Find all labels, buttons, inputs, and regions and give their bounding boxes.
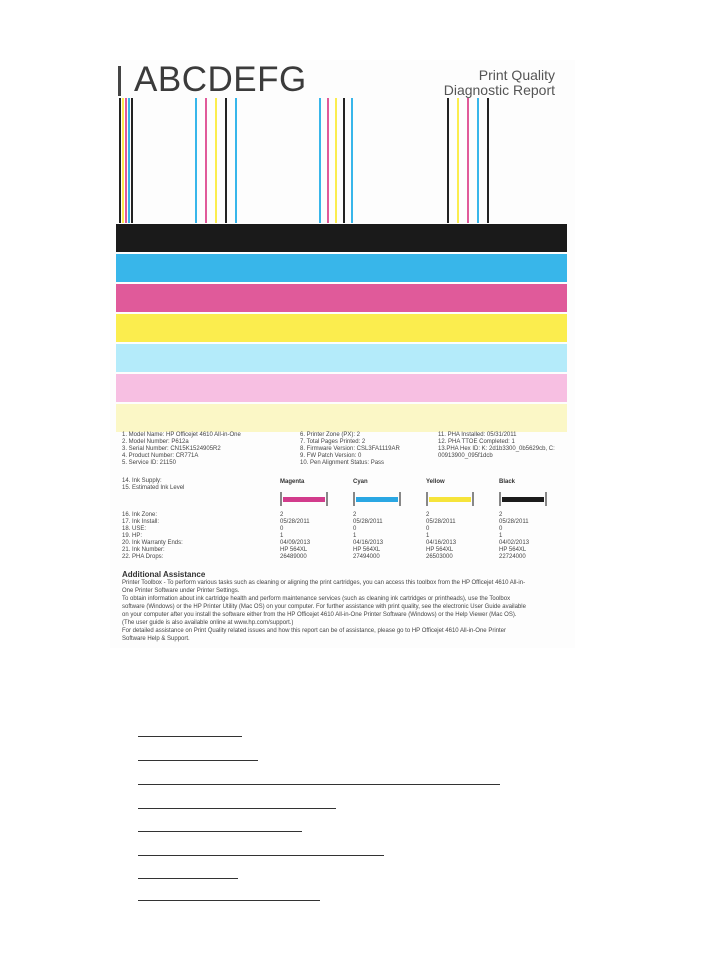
ink-value: 26489000: [280, 554, 307, 560]
ink-value: 0: [426, 526, 430, 532]
underline-rule: [138, 808, 336, 809]
ink-value: 22724000: [499, 554, 526, 560]
ink-value: 05/28/2011: [353, 519, 383, 525]
ink-value: 05/28/2011: [280, 519, 310, 525]
info-serial-number: 3. Serial Number: CN15K1524905R2: [122, 446, 221, 452]
ink-value: 2: [426, 512, 430, 518]
info-printer-zone: 6. Printer Zone (PX): 2: [300, 432, 361, 438]
ink-value: 2: [280, 512, 284, 518]
info-fw-patch: 9. FW Patch Version: 0: [300, 453, 362, 459]
assistance-line: To obtain information about ink cartridge health and perform maintenance services (such as cleaning ink cartridges or printheads), use the Toolbox: [122, 596, 511, 602]
ink-row-label: 18. USE:: [122, 526, 147, 532]
report-title-line-2: Diagnostic Report: [443, 82, 555, 98]
assistance-line: Printer Toolbox - To perform various tasks such as cleaning or aligning the print cartridges, you can access this toolbox from the HP Officejet 4610 All-in-: [122, 580, 526, 586]
ink-value: 27494000: [353, 554, 380, 560]
underline-rule: [138, 736, 242, 737]
ink-value: HP 564XL: [426, 547, 454, 553]
ink-row-label: 20. Ink Warranty Ends:: [122, 540, 183, 546]
info-column-2: [300, 432, 400, 467]
ink-level-label: 15. Estimated Ink Level: [122, 485, 185, 491]
assistance-line: on your computer after you install the software either from the HP Officejet 4610 All-in-One Printer Software (Windows) or the Help Viewer (Mac OS).: [122, 612, 517, 618]
ink-level-cyan: [353, 492, 401, 506]
ink-value: 04/16/2013: [426, 540, 457, 546]
ink-value: HP 564XL: [353, 547, 381, 553]
report-title-line-1: Print Quality: [478, 67, 555, 83]
info-service-id: 5. Service ID: 21150: [122, 460, 176, 466]
print-quality-report: [110, 60, 575, 648]
ink-values-yellow: [426, 512, 456, 561]
info-total-pages: 7. Total Pages Printed: 2: [300, 439, 366, 445]
band-black: [116, 224, 567, 252]
info-model-number: 2. Model Number: P612a: [122, 439, 189, 445]
assistance-title: Additional Assistance: [122, 570, 206, 579]
color-bands: [116, 224, 567, 434]
ink-value: 1: [280, 533, 284, 539]
underline-rule: [138, 760, 258, 761]
ink-value: 1: [499, 533, 503, 539]
ink-value: 0: [499, 526, 503, 532]
info-pha-installed: 11. PHA Installed: 05/31/2011: [438, 432, 517, 438]
assistance-text: [122, 579, 572, 643]
assistance-line: One Printer Software under Printer Settings.: [122, 588, 240, 594]
ink-name-cyan: Cyan: [353, 479, 368, 485]
ink-value: 04/02/2013: [499, 540, 530, 546]
band-magenta: [116, 284, 567, 312]
ink-values-cyan: [353, 512, 383, 561]
info-product-number: 4. Product Number: CR771A: [122, 453, 199, 459]
ink-name-yellow: Yellow: [426, 479, 445, 485]
ink-supply-labels: [122, 478, 184, 492]
ink-value: HP 564XL: [499, 547, 527, 553]
ink-value: 0: [353, 526, 357, 532]
ink-name-magenta: Magenta: [280, 479, 305, 485]
info-firmware-version: 8. Firmware Version: CSL3FA1119AR: [300, 446, 400, 452]
ink-value: 1: [426, 533, 430, 539]
ink-values-magenta: [280, 512, 310, 561]
report-title: [444, 68, 555, 98]
ink-value: HP 564XL: [280, 547, 308, 553]
ink-value: 0: [280, 526, 284, 532]
info-column-1: [122, 432, 241, 467]
ink-row-labels: [122, 512, 183, 561]
ink-value: 26503000: [426, 554, 453, 560]
ink-values-black: [499, 512, 529, 561]
ink-row-label: 16. Ink Zone:: [122, 512, 158, 518]
ink-row-label: 19. HP:: [122, 533, 143, 539]
ink-value: 04/09/2013: [280, 540, 311, 546]
underline-rule: [138, 855, 384, 856]
assistance-line: software (Windows) or the HP Printer Utility (Mac OS) on your computer. For further assistance with print quality, see the electronic User Guide available: [122, 604, 526, 610]
ink-level-yellow: [426, 492, 474, 506]
assistance-line: Software Help & Support.: [122, 636, 190, 642]
band-yellow: [116, 314, 567, 342]
ink-supply-label: 14. Ink Supply:: [122, 478, 162, 484]
ink-name-black: Black: [499, 479, 516, 485]
underline-rule: [138, 900, 320, 901]
info-pen-alignment: 10. Pen Alignment Status: Pass: [300, 460, 385, 466]
ink-row-label: 21. Ink Number:: [122, 547, 165, 553]
ink-level-black: [499, 492, 547, 506]
info-pha-hex-id-cont: 00913900_095f1dcb: [438, 453, 493, 459]
assistance-line: (The user guide is also available online at www.hp.com/support.): [122, 620, 294, 626]
ink-row-label: 22. PHA Drops:: [122, 554, 164, 560]
info-pha-hex-id: 13.PHA Hex ID: K: 2d1b3300_0b5629cb, C:: [438, 446, 555, 452]
ink-value: 05/28/2011: [426, 519, 456, 525]
header-bar: [118, 66, 121, 96]
assistance-line: For detailed assistance on Print Quality related issues and how this report can be of assistance, please go to HP Officejet 4610 All-in-One Printer: [122, 628, 506, 634]
band-light-yellow: [116, 404, 567, 432]
info-model-name: 1. Model Name: HP Officejet 4610 All-in-One: [122, 432, 241, 438]
info-pha-ttoe: 12. PHA TTOE Completed: 1: [438, 439, 515, 445]
underline-rule: [138, 878, 238, 879]
info-column-3: [438, 432, 555, 460]
ink-value: 2: [499, 512, 503, 518]
ink-level-magenta: [280, 492, 328, 506]
band-light-magenta: [116, 374, 567, 402]
underline-rule: [138, 831, 302, 832]
ink-value: 05/28/2011: [499, 519, 529, 525]
ink-value: 04/16/2013: [353, 540, 384, 546]
band-light-cyan: [116, 344, 567, 372]
report-logo-text: ABCDEFG: [134, 60, 307, 99]
ink-row-label: 17. Ink Install:: [122, 519, 160, 525]
ink-value: 2: [353, 512, 357, 518]
underline-rule: [138, 784, 500, 785]
band-cyan: [116, 254, 567, 282]
ink-value: 1: [353, 533, 357, 539]
